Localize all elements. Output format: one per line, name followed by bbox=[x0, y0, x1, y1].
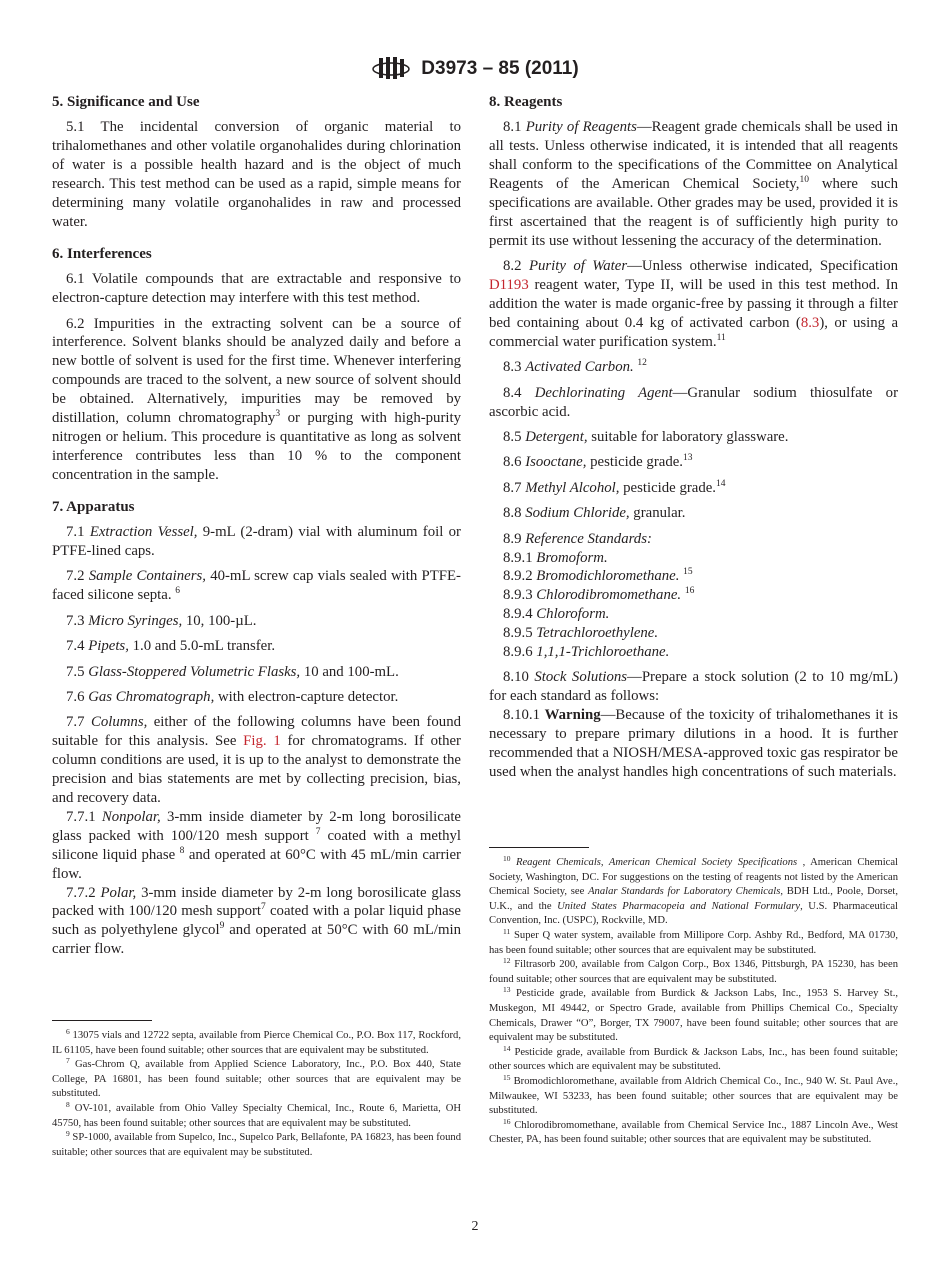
bold-term: Warning bbox=[544, 707, 601, 724]
italic-term: Activated Carbon. bbox=[525, 359, 634, 376]
paragraph bbox=[489, 118, 898, 250]
paragraph bbox=[52, 523, 461, 561]
footnote bbox=[489, 958, 898, 987]
italic-term: Pipets, bbox=[88, 638, 129, 655]
text-run: pesticide grade. bbox=[586, 454, 683, 471]
italic-term: Isooctane, bbox=[525, 454, 587, 471]
text-run: , BDH Ltd., Poole, Dorset, U.K., and the bbox=[489, 886, 898, 912]
document-designation: D3973 – 85 (2011) bbox=[421, 58, 579, 79]
footnote-ref: 11 bbox=[503, 926, 511, 936]
astm-logo-icon bbox=[371, 56, 411, 82]
text-run: 8.5 bbox=[503, 429, 526, 445]
text-run: 3-mm inside diameter by 2-m long borosilicate glass packed with 100/120 mesh support bbox=[52, 808, 462, 844]
paragraph bbox=[489, 530, 898, 549]
footnote bbox=[489, 1072, 898, 1119]
section-heading bbox=[489, 93, 898, 112]
footnote-ref: 3 bbox=[275, 409, 281, 420]
text-run: 8.6 bbox=[503, 454, 526, 471]
text-run: 10 and 100-mL. bbox=[300, 663, 399, 680]
footnote-ref: 8 bbox=[179, 845, 185, 856]
cross-reference-link[interactable]: Fig. 1 bbox=[243, 733, 281, 750]
footnote-ref: 15 bbox=[683, 567, 693, 578]
text-run: 8.9.4 bbox=[503, 606, 537, 623]
italic-term: Dechlorinating Agent bbox=[534, 384, 673, 401]
paragraph bbox=[52, 713, 461, 808]
italic-term: Stock Solutions bbox=[534, 669, 628, 686]
text-run: , U.S. Pharmaceutical Convention, Inc. (USPC), Rockville, MD. bbox=[489, 900, 898, 927]
text-run: 7.7 bbox=[66, 714, 91, 731]
italic-term: Tetrachloroethylene. bbox=[536, 625, 659, 642]
subparagraph bbox=[52, 808, 461, 884]
text-run: Chlorodibromomethane, available from Chemical Service Inc., 1887 Lincoln Ave., West Chester, PA, has been found suitable; other sources that are equivalent may be substituted. bbox=[489, 1119, 898, 1146]
text-run: 8.4 bbox=[503, 384, 535, 401]
text-run: Bromodichloromethane, available from Aldrich Chemical Co., Inc., 940 W. St. Paul Ave., Milwaukee, WI 53233, has been found suitable; other sources that are equivalent may be substituted. bbox=[489, 1075, 898, 1117]
footnote bbox=[52, 1099, 461, 1131]
text-run: 8. Reagents bbox=[489, 94, 563, 110]
italic-term: Analar Standards for Laboratory Chemicals bbox=[588, 886, 781, 898]
text-run: 7.7.2 bbox=[66, 884, 101, 901]
italic-term: Extraction Vessel, bbox=[89, 524, 198, 541]
italic-term: Methyl Alcohol, bbox=[525, 479, 620, 496]
page-header bbox=[0, 56, 950, 82]
footnote bbox=[52, 1029, 461, 1058]
text-run: for chromatograms. If other column conditions are used, it is up to the analyst to demonstrate the precision and bias statements are met by collecting precision, bias, and recovery data. bbox=[52, 733, 461, 806]
text-run: —Prepare a stock solution (2 to 10 mg/mL) for each standard as follows: bbox=[489, 669, 899, 705]
footnote-ref: 12 bbox=[637, 358, 647, 369]
footnote-ref: 10 bbox=[799, 175, 809, 186]
subparagraph bbox=[489, 643, 898, 662]
footnote-rule bbox=[489, 847, 589, 848]
paragraph bbox=[52, 612, 461, 631]
paragraph bbox=[489, 358, 898, 377]
section-heading bbox=[52, 93, 461, 112]
paragraph bbox=[489, 479, 898, 498]
footnote bbox=[52, 1131, 461, 1160]
italic-term: Micro Syringes, bbox=[88, 612, 183, 629]
footnote-ref: 15 bbox=[503, 1072, 511, 1082]
footnote-ref: 14 bbox=[503, 1043, 511, 1053]
text-run: 8.9.6 bbox=[503, 644, 537, 661]
text-run: 13075 vials and 12722 septa, available from Pierce Chemical Co., P.O. Box 117, Rockford, IL 61105, have been found suitable; other sources that are equivalent may be substituted. bbox=[52, 1030, 461, 1056]
italic-term: Glass-Stoppered Volumetric Flasks, bbox=[88, 663, 301, 680]
footnote-ref: 11 bbox=[716, 332, 726, 343]
italic-term: Nonpolar, bbox=[101, 808, 161, 825]
italic-term: Detergent, bbox=[525, 429, 588, 445]
text-run: coated with a polar liquid phase such as polyethylene glycol bbox=[52, 903, 461, 939]
italic-term: United States Pharmacopeia and National Formulary bbox=[557, 900, 801, 912]
subparagraph bbox=[489, 624, 898, 643]
subparagraph bbox=[489, 586, 898, 605]
cross-reference-link[interactable]: 8.3 bbox=[800, 314, 820, 331]
footnotes-left bbox=[52, 1020, 461, 1160]
italic-term: Sodium Chloride, bbox=[525, 505, 630, 522]
paragraph bbox=[52, 637, 461, 656]
italic-term: Chlorodibromomethane. bbox=[536, 587, 682, 604]
text-run: 7.1 bbox=[66, 524, 90, 541]
text-run: 8.10 bbox=[503, 669, 535, 686]
paragraph bbox=[52, 315, 461, 485]
text-run: and operated at 50°C with 60 mL/min carrier flow. bbox=[52, 922, 461, 958]
text-run: ), or using a commercial water purification system. bbox=[489, 314, 899, 350]
footnote-ref: 9 bbox=[66, 1129, 70, 1139]
text-run: or purging with high-purity nitrogen or helium. This procedure is quantitative as long as solvent interference contributes less than 10 % to the component concentration in the sample. bbox=[52, 410, 461, 483]
right-column bbox=[489, 93, 898, 782]
footnote-ref: 8 bbox=[66, 1099, 70, 1109]
footnote bbox=[489, 856, 898, 929]
italic-term: Chloroform. bbox=[536, 606, 610, 623]
footnote-ref: 6 bbox=[66, 1027, 70, 1036]
paragraph bbox=[52, 118, 461, 231]
section-heading bbox=[52, 245, 461, 264]
text-run: 7.3 bbox=[66, 612, 89, 629]
paragraph bbox=[52, 663, 461, 682]
footnotes-right bbox=[489, 847, 898, 1148]
footnote-ref: 6 bbox=[175, 586, 181, 597]
text-run: SP-1000, available from Supelco, Inc., Supelco Park, Bellafonte, PA 16823, has been found suitable; other sources that are equivalent may be substituted. bbox=[52, 1132, 461, 1158]
text-run: 10, 100-µL. bbox=[182, 612, 257, 629]
text-run: where such specifications are available. Other grades may be used, provided it is first ascertained that the reagent is of sufficiently high purity to permit its use without lessening the accuracy of the determination. bbox=[489, 176, 899, 249]
paragraph bbox=[52, 567, 461, 605]
text-run: 8.2 bbox=[503, 258, 529, 275]
paragraph bbox=[489, 453, 898, 472]
footnote-ref: 7 bbox=[261, 902, 266, 913]
paragraph bbox=[489, 504, 898, 523]
text-run: 7.6 bbox=[66, 688, 89, 705]
text-run: granular. bbox=[629, 505, 686, 522]
text-run: 40-mL screw cap vials sealed with PTFE-faced silicone septa. bbox=[52, 568, 461, 604]
cross-reference-link[interactable]: D1193 bbox=[489, 277, 529, 294]
text-run: 8.9.2 bbox=[503, 568, 537, 585]
text-run: 5. Significance and Use bbox=[52, 94, 200, 110]
text-run: pesticide grade. bbox=[619, 479, 717, 496]
text-run: Pesticide grade, available from Burdick & Jackson Labs, Inc., 1953 S. Harvey St., Muskegon, MI 49442, or Spectro Grade, available from Phillips Chemical Co., Specialty Chemicals, Drawer “O”, Borger, TX 79007, have been found suitable; other sources that are equivalent may be substituted. bbox=[489, 988, 898, 1044]
text-run: 6. Interferences bbox=[52, 245, 152, 262]
footnote-ref: 7 bbox=[66, 1056, 70, 1066]
text-run: 8.3 bbox=[503, 359, 526, 376]
text-run: 7.4 bbox=[66, 638, 89, 655]
text-run: Pesticide grade, available from Burdick & Jackson Labs, Inc., has been found suitable; other sources which are equivalent may be substituted. bbox=[489, 1046, 898, 1073]
text-run: suitable for laboratory glassware. bbox=[587, 429, 789, 445]
text-run: , American Chemical Society, Washington, DC. For suggestions on the testing of reagents not listed by the American Chemical Society, see bbox=[489, 857, 899, 898]
paragraph bbox=[52, 270, 461, 308]
text-run: 1.0 and 5.0-mL transfer. bbox=[128, 638, 276, 655]
text-run: Super Q water system, available from Millipore Corp. Ashby Rd., Bedford, MA 01730, has been found suitable; other sources that are equivalent may be substituted. bbox=[489, 929, 898, 956]
footnote-rule bbox=[52, 1020, 152, 1021]
section-heading bbox=[52, 498, 461, 517]
subparagraph bbox=[489, 605, 898, 624]
text-run: coated with a methyl silicone liquid phase bbox=[52, 827, 461, 863]
text-run: with electron-capture detector. bbox=[214, 688, 399, 705]
footnote-ref: 16 bbox=[503, 1116, 511, 1126]
italic-term: Purity of Water bbox=[528, 258, 628, 275]
text-run: 8.9.1 bbox=[503, 549, 537, 566]
paragraph bbox=[489, 428, 898, 447]
page-number: 2 bbox=[471, 1219, 479, 1234]
footnote-ref: 13 bbox=[683, 453, 693, 464]
subparagraph bbox=[52, 884, 461, 960]
text-run: 8.10.1 bbox=[503, 707, 545, 724]
paragraph bbox=[489, 257, 898, 352]
footnote bbox=[52, 1058, 461, 1102]
footnote bbox=[489, 1116, 898, 1148]
italic-term: Reference Standards: bbox=[525, 530, 652, 547]
text-run: 3-mm inside diameter by 2-m long borosilicate glass packed with 100/120 mesh support bbox=[52, 884, 462, 920]
text-run: 8.1 bbox=[503, 119, 526, 136]
text-run: 7.5 bbox=[66, 663, 89, 680]
paragraph bbox=[489, 668, 898, 706]
italic-term: Reagent Chemicals, American Chemical Society Specifications bbox=[516, 857, 798, 868]
footnote-ref: 16 bbox=[684, 586, 695, 597]
text-run: 8.9 bbox=[503, 530, 526, 547]
italic-term: Gas Chromatograph, bbox=[88, 688, 215, 705]
text-run: 8.8 bbox=[503, 505, 526, 522]
footnote-ref: 12 bbox=[503, 956, 511, 966]
italic-term: Purity of Reagents bbox=[525, 119, 637, 136]
footnote-ref: 9 bbox=[219, 921, 225, 932]
paragraph bbox=[489, 384, 898, 422]
italic-term: Sample Containers, bbox=[88, 568, 206, 585]
italic-term: 1,1,1-Trichloroethane. bbox=[536, 644, 670, 661]
text-run: 7.7.1 bbox=[66, 808, 102, 825]
italic-term: Columns, bbox=[90, 714, 148, 731]
subparagraph bbox=[489, 706, 898, 782]
text-run: 6.2 Impurities in the extracting solvent can be a source of interference. Solvent blanks should be analyzed daily and before a new bottle of solvent is used for the first time. Whenever interfering compounds are traced to the solvent, a new source of solvent should be obtained. Alternatively, impurities may be removed by distillation, column chromatography bbox=[52, 315, 461, 427]
italic-term: Bromoform. bbox=[536, 549, 608, 566]
text-run: 8.7 bbox=[503, 479, 526, 496]
italic-term: Polar, bbox=[100, 884, 137, 901]
text-run: 8.9.5 bbox=[503, 625, 537, 642]
text-run: Gas-Chrom Q, available from Applied Science Laboratory, Inc., P.O. Box 440, State College, PA 16801, has been found suitable; other sources that are equivalent may be substituted. bbox=[52, 1059, 461, 1100]
italic-term: Bromodichloromethane. bbox=[536, 568, 680, 585]
text-run: either of the following columns have been found suitable for this analysis. See bbox=[52, 714, 462, 750]
text-run: OV-101, available from Ohio Valley Specialty Chemical, Inc., Route 6, Marietta, OH 45750, has been found suitable; other sources that are equivalent may be substituted. bbox=[52, 1102, 461, 1129]
text-run: —Reagent grade chemicals shall be used in all tests. Unless otherwise indicated, it is intended that all reagents shall conform to the specifications of the Committee on Analytical Reagents of the American Chemical Society, bbox=[489, 119, 898, 193]
subparagraph bbox=[489, 549, 898, 568]
subparagraph bbox=[489, 567, 898, 586]
text-run: 6.1 Volatile compounds that are extractable and responsive to electron-capture detection may interfere with this test method. bbox=[52, 271, 461, 307]
footnote-ref: 14 bbox=[716, 478, 726, 489]
footnote-ref: 7 bbox=[315, 826, 321, 837]
text-run: 7. Apparatus bbox=[52, 498, 135, 515]
text-run: 7.2 bbox=[66, 568, 89, 585]
text-run: 9-mL (2-dram) vial with aluminum foil or PTFE-lined caps. bbox=[52, 524, 461, 560]
text-run: —Unless otherwise indicated, Specification bbox=[627, 258, 899, 275]
left-column bbox=[52, 93, 461, 959]
text-run: Filtrasorb 200, available from Calgon Corp., Box 1346, Pittsburgh, PA 15230, has been found suitable; other sources that are equivalent may be substituted. bbox=[489, 959, 898, 985]
text-run: and operated at 60°C with 45 mL/min carrier flow. bbox=[52, 846, 461, 882]
text-run: —Because of the toxicity of trihalomethanes it is necessary to prepare primary dilutions in a hood. It is further recommended that a NIOSH/MESA-approved toxic gas respirator be used when the analyst handles high concentrations of such materials. bbox=[489, 707, 898, 780]
footnote bbox=[489, 1043, 898, 1075]
text-run: —Granular sodium thiosulfate or ascorbic acid. bbox=[489, 384, 898, 420]
text-run: reagent water, Type II, will be used in this test method. In addition the water is made organic-free by passing it through a filter bed containing about 0.4 kg of activated carbon ( bbox=[489, 277, 898, 331]
footnote bbox=[489, 926, 898, 958]
text-run: 5.1 The incidental conversion of organic material to trihalomethanes and other volatile organohalides during chlorination of water is a possible health hazard and is the object of much research. This test method can be used as a rapid, simple means for determining many volatile organohalides in raw and processed water. bbox=[52, 119, 461, 230]
footnote bbox=[489, 987, 898, 1045]
paragraph bbox=[52, 688, 461, 707]
footnote-ref: 10 bbox=[503, 854, 511, 863]
footnote-ref: 13 bbox=[503, 985, 511, 995]
text-run: 8.9.3 bbox=[503, 587, 537, 604]
